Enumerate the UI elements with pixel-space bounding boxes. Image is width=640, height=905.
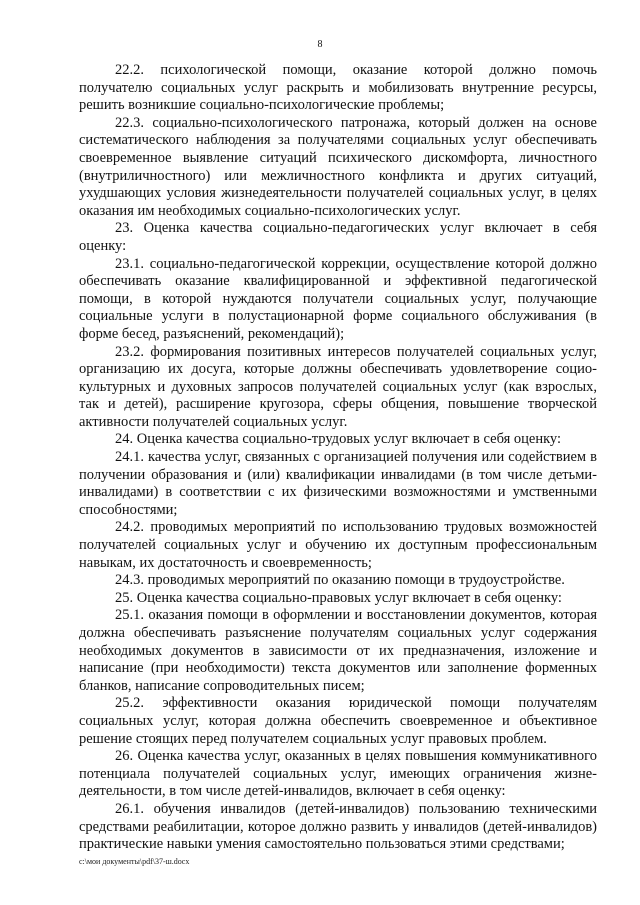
paragraph-25: 25. Оценка качества социально-правовых услуг включает в себя оценку: xyxy=(115,589,562,606)
page-number: 8 xyxy=(317,39,323,50)
paragraph-25-1: 25.1. оказания помощи в оформлении и восстановлении документов, которая должна обеспечивать разъяснение получателям социальных услуг содержания необходимых документов в зависимости от их предназначения, изложение и написание (при необходимости) текста документов или заполнение форменных бланков, написание сопроводительных писем; xyxy=(79,607,597,694)
paragraph-24-1: 24.1. качества услуг, связанных с организацией получения или содействием в получении образования и (или) квалификации инвалидами (в том числе детьми-инвалидами) в соответствии с их физическими возможностями и умственными способностями; xyxy=(79,449,597,518)
paragraph-26-1: 26.1. обучения инвалидов (детей-инвалидов) пользованию техническими средствами реабилитации, которое должно развить у инвалидов (детей-инвалидов) практические навыки умения самостоятельно пользоваться этими средствами; xyxy=(79,800,597,853)
paragraph-24-3: 24.3. проводимых мероприятий по оказанию помощи в трудоустройстве. xyxy=(115,572,565,589)
footer-file-path: c:\мои документы\pdf\37-ш.docx xyxy=(79,857,190,866)
paragraph-25-2: 25.2. эффективности оказания юридической помощи получателям социальных услуг, которая должна обеспечить своевременное и объективное решение стоящих перед получателем социальных услуг правовых проблем. xyxy=(79,695,597,747)
paragraph-23-1: 23.1. социально-педагогической коррекции, осуществление которой должно обеспечивать оказание квалифицированной и эффективной педагогической помощи, в которой нуждаются получатели социальных услуг, получающие социальные услуги в полустационарной форме социального обслуживания (в форме бесед, разъяснений, рекомендаций); xyxy=(79,255,597,342)
paragraph-22-3: 22.3. социально-психологического патронажа, который должен на основе систематического наблюдения за получателями социальных услуг обеспечивать своевременное выявление ситуаций психического дискомфорта, личностного (внутриличностного) или межличностного конфликта и других ситуаций, ухудшающих условия жизнедеятельности получателей социальных услуг, в целях оказания им необходимых социально-психологических услуг. xyxy=(79,114,597,219)
paragraph-22-2: 22.2. психологической помощи, оказание которой должно помочь получателю социальных услуг раскрыть и мобилизовать внутренние ресурсы, решить возникшие социально-психологические проблемы; xyxy=(79,62,597,114)
paragraph-26: 26. Оценка качества услуг, оказанных в целях повышения коммуникативного потенциала получателей социальных услуг, имеющих ограничения жизне-деятельности, в том числе детей-инвалидов, включает в себя оценку: xyxy=(79,748,597,800)
paragraph-24-2: 24.2. проводимых мероприятий по использованию трудовых возможностей получателей социальных услуг и обучению их доступным профессиональным навыкам, их достаточность и своевременность; xyxy=(79,519,597,571)
paragraph-23-2: 23.2. формирования позитивных интересов получателей социальных услуг, организацию их досуга, которые должны обеспечивать удовлетворение социо-культурных и духовных запросов получателей социальных услуг (как взрослых, так и детей), расширение кругозора, сферы общения, повышение творческой активности получателей социальных услуг. xyxy=(79,343,597,430)
paragraph-23: 23. Оценка качества социально-педагогических услуг включает в себя оценку: xyxy=(79,220,597,254)
document-body xyxy=(79,62,597,854)
paragraph-24: 24. Оценка качества социально-трудовых услуг включает в себя оценку: xyxy=(115,431,562,448)
